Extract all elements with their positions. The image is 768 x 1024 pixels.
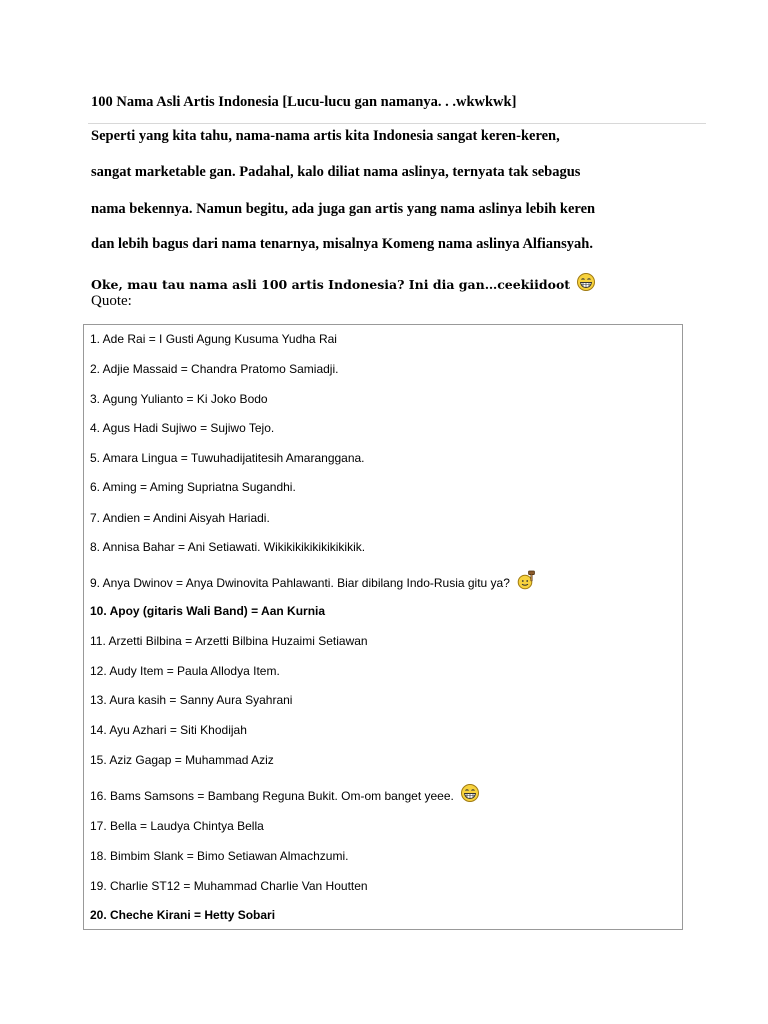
list-item <box>90 332 337 346</box>
list-item-text: 18. Bimbim Slank = Bimo Setiawan Almachzumi. <box>90 849 349 863</box>
list-item-text: 16. Bams Samsons = Bambang Reguna Bukit. Om-om banget yeee. <box>90 789 454 803</box>
list-item <box>90 723 247 737</box>
list-item <box>90 540 365 554</box>
quote-box <box>83 324 683 930</box>
list-item-text: 7. Andien = Andini Aisyah Hariadi. <box>90 511 270 525</box>
title-divider <box>88 123 706 124</box>
list-item-text: 15. Aziz Gagap = Muhammad Aziz <box>90 753 274 767</box>
list-item-text: 20. Cheche Kirani = Hetty Sobari <box>90 908 276 922</box>
list-item-text: 13. Aura kasih = Sanny Aura Syahrani <box>90 693 293 707</box>
hammer-smiley-icon <box>510 570 536 590</box>
list-item-text: 8. Annisa Bahar = Ani Setiawati. Wikikikikikikikikikik. <box>90 540 366 554</box>
list-item-text: 2. Adjie Massaid = Chandra Pratomo Samiadji. <box>90 362 339 376</box>
list-item <box>90 753 274 767</box>
list-item <box>90 604 325 618</box>
list-item <box>90 819 264 833</box>
list-item-text: 14. Ayu Azhari = Siti Khodijah <box>90 723 247 737</box>
list-item <box>90 480 296 494</box>
grin-smiley-icon <box>454 783 480 803</box>
list-item <box>90 849 348 863</box>
list-item-text: 6. Aming = Aming Supriatna Sugandhi. <box>90 480 296 494</box>
list-item <box>90 908 275 922</box>
list-item <box>90 392 268 406</box>
list-item <box>90 693 292 707</box>
list-item <box>90 879 368 893</box>
list-item-text: 9. Anya Dwinov = Anya Dwinovita Pahlawanti. Biar dibilang Indo-Rusia gitu ya? <box>90 576 510 590</box>
list-item <box>90 783 480 803</box>
intro-line: Seperti yang kita tahu, nama-nama artis kita Indonesia sangat keren-keren, <box>91 128 560 144</box>
list-item <box>90 451 365 465</box>
intro-line: nama bekennya. Namun begitu, ada juga gan artis yang nama aslinya lebih keren <box>91 201 596 217</box>
question-line <box>91 272 596 292</box>
quote-label: Quote: <box>91 293 132 309</box>
list-item-text: 12. Audy Item = Paula Allodya Item. <box>90 664 280 678</box>
question-text: Oke, mau tau nama asli 100 artis Indonesia? Ini dia gan…ceekiidoot <box>91 277 571 292</box>
list-item <box>90 511 270 525</box>
list-item-text: 4. Agus Hadi Sujiwo = Sujiwo Tejo. <box>90 421 275 435</box>
list-item <box>90 421 274 435</box>
list-item <box>90 634 368 648</box>
list-item-text: 5. Amara Lingua = Tuwuhadijatitesih Amaranggana. <box>90 451 365 465</box>
list-item <box>90 362 338 376</box>
list-item-text: 1. Ade Rai = I Gusti Agung Kusuma Yudha Rai <box>90 332 337 346</box>
list-item <box>90 664 280 678</box>
list-item <box>90 570 536 590</box>
list-item-text: 11. Arzetti Bilbina = Arzetti Bilbina Huzaimi Setiawan <box>90 634 368 648</box>
list-item-text: 19. Charlie ST12 = Muhammad Charlie Van Houtten <box>90 879 368 893</box>
list-item-text: 3. Agung Yulianto = Ki Joko Bodo <box>90 392 268 406</box>
list-item-text: 10. Apoy (gitaris Wali Band) = Aan Kurnia <box>90 604 326 618</box>
grin-smiley-icon <box>570 272 596 292</box>
intro-line: sangat marketable gan. Padahal, kalo diliat nama aslinya, ternyata tak sebagus <box>91 164 581 180</box>
article-title: 100 Nama Asli Artis Indonesia [Lucu-lucu gan namanya. . .wkwkwk] <box>91 94 517 110</box>
list-item-text: 17. Bella = Laudya Chintya Bella <box>90 819 264 833</box>
intro-line: dan lebih bagus dari nama tenarnya, misalnya Komeng nama aslinya Alfiansyah. <box>91 236 593 252</box>
